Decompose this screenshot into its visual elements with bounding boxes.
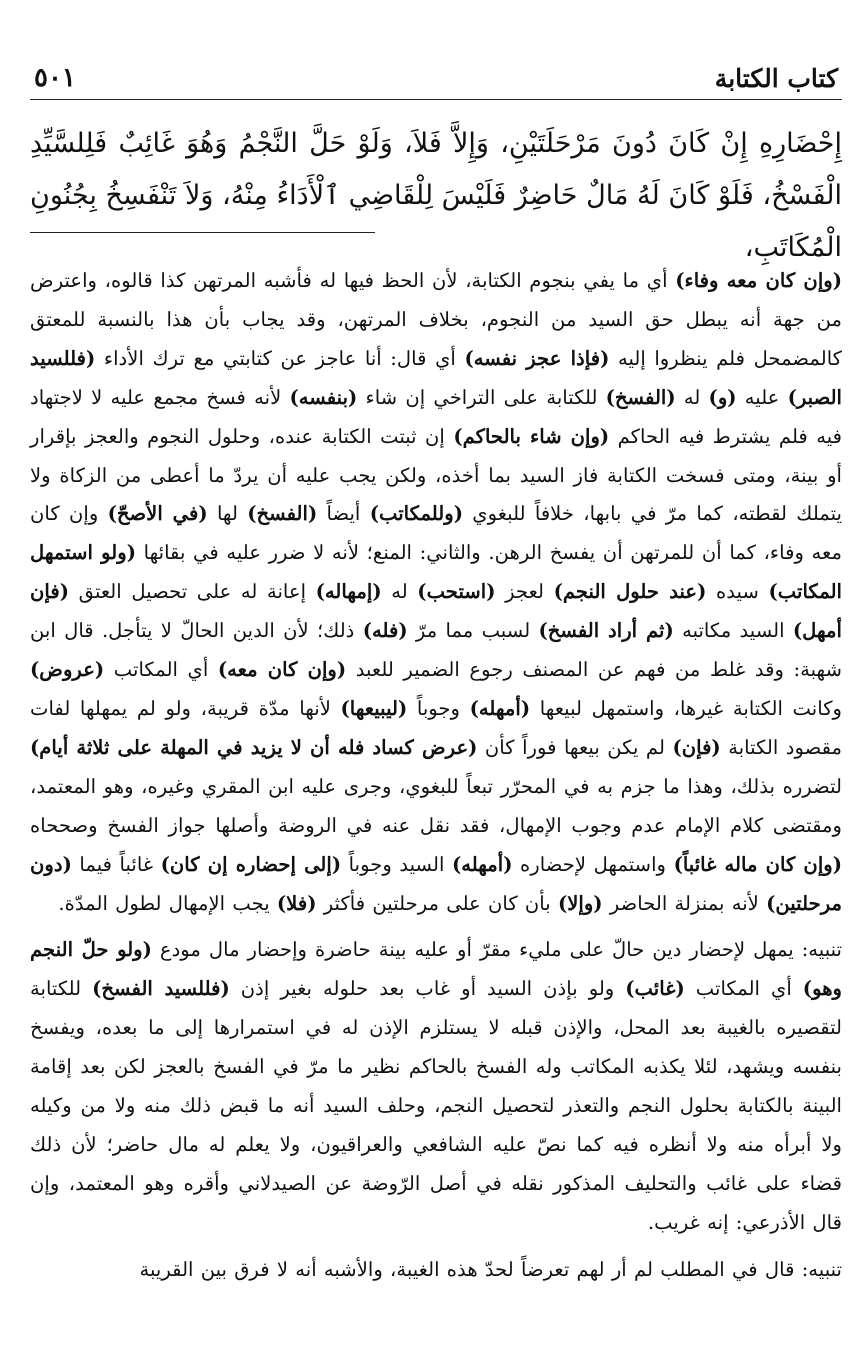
commentary-text: وكانت الكتابة غيرها، واستمهل لبيعها bbox=[530, 696, 843, 720]
quoted-matn-phrase: (استحب) bbox=[417, 580, 496, 604]
commentary-text: يجب الإمهال لطول المدّة. bbox=[58, 891, 277, 915]
commentary-text: لأنه فسخ مجمع عليه لا لاجتهاد فيه فلم يشترط فيه الحاكم bbox=[30, 385, 843, 448]
commentary-text: ذلك؛ لأن الدين الحالّ لا يتأجل. قال ابن شهبة: وقد غلط من فهم عن المصنف رجوع الضمير للعبد bbox=[30, 619, 842, 682]
quoted-matn-phrase: (ليبيعها) bbox=[340, 696, 408, 720]
quoted-matn-phrase: (وإلا) bbox=[557, 891, 603, 915]
quoted-matn-phrase: (فللسيد الصبر) bbox=[30, 346, 842, 409]
quoted-matn-phrase: (ولو حلّ النجم وهو) bbox=[30, 938, 842, 1001]
quoted-matn-phrase: (عند حلول النجم) bbox=[553, 580, 707, 604]
sharh-paragraph bbox=[30, 262, 842, 923]
commentary-text: ولو بإذن السيد أو غاب بعد حلوله بغير إذن bbox=[229, 977, 626, 1001]
quoted-matn-phrase: (الفسخ) bbox=[605, 385, 676, 409]
quoted-matn-phrase: (غائب) bbox=[625, 977, 685, 1001]
quoted-matn-phrase: (إمهاله) bbox=[315, 580, 382, 604]
quoted-matn-phrase: (و) bbox=[708, 385, 737, 409]
commentary-text: للكتابة لتقصيره بالغيبة بعد المحل، والإذن قبله لا يستلزم الإذن له في استمرارها إلى ما بعده، ويفسخ بنفسه ويشهد، لئلا يكذبه المكاتب وله الفسخ بالحاكم نظير ما مرّ في الفسخ بالعجز لكن بعد إقامة البينة بالكتابة بحلول النجم والتعذر لتحصيل النجم، وحلف السيد أنه ما قبض ذلك منه ولا من وكيله ولا أبرأه منه ولا أنظره فيه كما نصّ عليه الشافعي والعراقيون، ولا يعلم له مال حاضر؛ لأن ذلك قضاء على غائب والتحليف المذكور نقله في أصل الرّوضة عن الصيدلاني وأقره وهو المعتمد، وإن قال الأذرعي: إنه غريب. bbox=[30, 977, 842, 1234]
quoted-matn-phrase: (فللسيد الفسخ) bbox=[92, 977, 230, 1001]
commentary-text: بأن كان على مرحلتين فأكثر bbox=[316, 891, 558, 915]
commentary-text: له bbox=[381, 580, 418, 604]
commentary-text: لم يكن بيعها فوراً كأن bbox=[477, 735, 673, 759]
commentary-text: عليه bbox=[736, 385, 788, 409]
book-title: كتاب الكتابة bbox=[714, 64, 838, 93]
commentary-text: له bbox=[675, 385, 709, 409]
commentary-text: أي قال: أنا عاجز عن كتابتي مع ترك الأداء bbox=[95, 346, 465, 370]
commentary-text: أيضاً bbox=[317, 502, 370, 526]
quoted-matn-phrase: (أمهله) bbox=[451, 852, 513, 876]
commentary-text: لتضرره بذلك، وهذا ما جزم به في المحرّر تبعاً للبغوي، وجرى عليه ابن المقري وغيره، وهو المعتمد، ومقتضى كلام الإمام عدم وجوب الإمهال، فقد نقل عنه في الروضة وأصلها جواز الفسخ وصححاه bbox=[30, 774, 842, 837]
commentary-text: سيده bbox=[706, 580, 769, 604]
quoted-matn-phrase: (بنفسه) bbox=[289, 385, 358, 409]
commentary-text: لأنه بمنزلة الحاضر bbox=[602, 891, 767, 915]
quoted-matn-phrase: (عرض كساد فله أن لا يزيد في المهلة على ثلاثة أيام) bbox=[30, 735, 478, 759]
commentary-text: السيد وجوباً bbox=[341, 852, 452, 876]
quoted-matn-phrase: (إلى إحضاره إن كان) bbox=[160, 852, 342, 876]
sharh-paragraph bbox=[30, 931, 842, 1242]
quoted-matn-phrase: (فإن أمهل) bbox=[30, 580, 842, 643]
quoted-matn-phrase: (وإن كان ماله غائباً) bbox=[673, 852, 842, 876]
page-number: ٥٠١ bbox=[34, 63, 76, 93]
matn-text: إِحْضَارِهِ إِنْ كَانَ دُونَ مَرْحَلَتَيْنِ، وَإِلاَّ فَلاَ، وَلَوْ حَلَّ النَّجْمُ وَهُوَ غَائِبٌ فَلِلسَّيِّدِ الْفَسْخُ، فَلَوْ كَانَ لَهُ مَالٌ حَاضِرٌ فَلَيْسَ لِلْقَاضِي ٱلْأَدَاءُ مِنْهُ، وَلاَ تَنْفَسِخُ بِجُنُونِ الْمُكَاتَبِ، bbox=[30, 128, 842, 263]
quoted-matn-phrase: (وللمكاتب) bbox=[369, 502, 463, 526]
commentary-text: واستمهل لإحضاره bbox=[512, 852, 674, 876]
quoted-matn-phrase: (أمهله) bbox=[469, 696, 531, 720]
quoted-matn-phrase: (وإن كان معه وفاء) bbox=[675, 269, 843, 292]
quoted-matn-phrase: (فإن) bbox=[672, 735, 721, 759]
commentary-text: لعجز bbox=[495, 580, 554, 604]
page-header bbox=[30, 60, 842, 100]
sharh-paragraph bbox=[30, 1251, 842, 1290]
commentary-text: غائباً فيما bbox=[71, 852, 161, 876]
commentary-text: لها bbox=[207, 502, 248, 526]
commentary-text: لسبب مما مرّ bbox=[407, 619, 539, 643]
commentary-text: وإن كان معه وفاء، كما أن للمرتهن أن يفسخ الرهن. والثاني: المنع؛ لأنه لا ضرر عليه في بقائها bbox=[30, 502, 842, 565]
quoted-matn-phrase: (وإن كان معه) bbox=[217, 658, 347, 682]
quoted-matn-phrase: (الفسخ) bbox=[247, 502, 318, 526]
commentary-text: للكتابة على التراخي إن شاء bbox=[357, 385, 606, 409]
matn-separator-line bbox=[30, 232, 375, 233]
commentary-text: أي ما يفي بنجوم الكتابة، لأن الحظ فيها له فأشبه المرتهن كذا قالوه، واعترض من جهة أنه يبطل حق السيد من النجوم، بخلاف المرتهن، وقد يجاب بأن هذا بالنسبة للمعتق كالمضمحل فلم ينظروا إليه bbox=[30, 269, 842, 370]
commentary-text: تنبيه: قال في المطلب لم أر لهم تعرضاً لحدّ هذه الغيبة، والأشبه أنه لا فرق بين القريبة bbox=[139, 1257, 842, 1281]
commentary-text: لأنها مدّة قريبة، ولو لم يمهلها لفات مقصود الكتابة bbox=[30, 696, 843, 759]
commentary-text: السيد مكاتبه bbox=[673, 619, 793, 643]
quoted-matn-phrase: (ولو استمهل المكاتب) bbox=[30, 541, 842, 604]
commentary-text: إن ثبتت الكتابة عنده، وحلول النجوم والعجز بإقرار أو بينة، ومتى فسخت الكتابة فاز السيد بما أخذه، ولكن يجب عليه أن يردّ ما أعطى من الزكاة ولا يتملك لقطته، كما مرّ في بابها، خلافاً للبغوي bbox=[30, 424, 843, 526]
commentary-text: وجوباً bbox=[407, 696, 470, 720]
quoted-matn-phrase: (ثم أراد الفسخ) bbox=[538, 619, 674, 643]
quoted-matn-phrase: (فلا) bbox=[276, 891, 317, 915]
quoted-matn-phrase: (فله) bbox=[362, 619, 408, 643]
quoted-matn-phrase: (في الأصحّ) bbox=[107, 502, 208, 526]
quoted-matn-phrase: (فإذا عجز نفسه) bbox=[464, 346, 610, 370]
sharh-commentary bbox=[30, 262, 842, 1290]
commentary-text: أي المكاتب bbox=[684, 977, 803, 1001]
quoted-matn-phrase: (عروض) bbox=[30, 658, 105, 682]
quoted-matn-phrase: (وإن شاء بالحاكم) bbox=[453, 424, 610, 448]
commentary-text: أي المكاتب bbox=[104, 658, 218, 682]
book-page bbox=[30, 0, 842, 1368]
commentary-text: إعانة له على تحصيل العتق bbox=[69, 580, 316, 604]
quoted-matn-phrase: (دون مرحلتين) bbox=[30, 852, 842, 915]
commentary-text: تنبيه: يمهل لإحضار دين حالّ على مليء مقرّ أو عليه بينة حاضرة وإحضار مال مودع bbox=[151, 938, 842, 962]
